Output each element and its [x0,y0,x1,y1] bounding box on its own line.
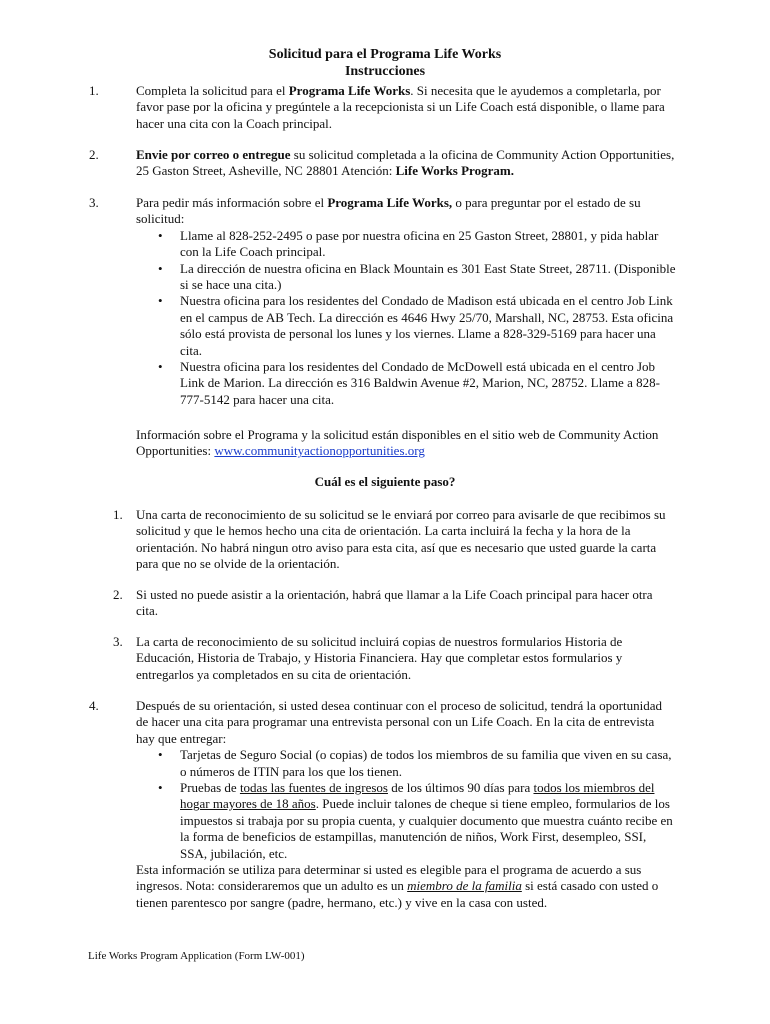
document-subtitle: Instrucciones [344,64,426,79]
instruction-3-number: 3. [89,195,99,210]
instruction-2: Envie por correo o entregue su solicitud completada a la oficina de Community Action Opportunities, 25 Gaston Street, Asheville, NC 28801 Atención: Life Works Program. [136,147,675,179]
list-item: • Nuestra oficina para los residentes del Condado de McDowell está ubicada en el centro Job Link de Marion. La dirección es 316 Baldwin Avenue #2, Marion, NC, 28752. Llame a 828-777-5142 para hacer una cita. [136,359,676,408]
contact-list [136,228,676,408]
website-link[interactable]: www.communityactionopportunities.org [214,443,425,459]
list-item: • Llame al 828-252-2495 o pase por nuestra oficina en 25 Gaston Street, 28801, y pida hablar con la Life Coach principal. [136,228,676,261]
list-item: • Tarjetas de Seguro Social (o copias) de todos los miembros de su familia que viven en su casa, o números de ITIN para los que los tienen. [136,747,676,780]
document-title-block [0,46,770,80]
step-4-number: 4. [89,698,99,713]
page-footer: Life Works Program Application (Form LW-001) [88,950,305,962]
step-4: Después de su orientación, si usted desea continuar con el proceso de solicitud, tendrá la oportunidad de hacer una cita para programar una entrevista personal con un Life Coach. En la cita de entrevista hay que entregar: • Tarjetas de Seguro Social (o copias) de todos los miembros de su familia que viven en su casa, o números de ITIN para los que los tienen. • Pruebas de todas las fuentes de ingresos de los últimos 90 días para todos los miembros del hogar mayores de 18 años. Puede incluir talones de cheque si tiene empleo, formularios de los impuestos si trabaja por su propia cuenta, y cualquier documento que muestra cuánto recibe en la forma de beneficios de estampillas, manutención de niños, Work First, desempleo, SSI, SSA, jubilación, etc. Esta información se utiliza para determinar si usted es elegible para el programa de acuerdo a sus ingresos. Nota: consideraremos que un adulto es un miembro de la familia si está casado con usted o tienen parentesco por sangre (padre, hermano, etc.) y vive en la casa con usted. [136,698,676,911]
step-3-number: 3. [113,634,123,649]
step-3: La carta de reconocimiento de su solicitud incluirá copias de nuestros formularios Historia de Educación, Historia de Trabajo, y Historia Financiera. Hay que completar estos formularios y entregarlos ya completados en su cita de orientación. [136,634,623,682]
step-1-number: 1. [113,507,123,522]
requirements-list [136,747,676,862]
next-step-heading: Cuál es el siguiente paso? [314,474,456,489]
eligibility-note: Esta información se utiliza para determinar si usted es elegible para el programa de acuerdo a sus ingresos. Nota: consideraremos que un adulto es un miembro de la familia si está casado con usted o tienen parentesco por sangre (padre, hermano, etc.) y vive en la casa con usted. [136,862,659,910]
list-item: • Pruebas de todas las fuentes de ingresos de los últimos 90 días para todos los miembros del hogar mayores de 18 años. Puede incluir talones de cheque si tiene empleo, formularios de los impuestos si trabaja por su propia cuenta, y cualquier documento que muestra cuánto recibe en la forma de beneficios de estampillas, manutención de niños, Work First, desempleo, SSI, SSA, jubilación, etc. [136,780,676,862]
info-paragraph: Información sobre el Programa y la solicitud están disponibles en el sitio web de Community Action Opportunities: www.communityactionopportunities.org [136,427,659,459]
instruction-2-number: 2. [89,147,99,162]
document-title: Solicitud para el Programa Life Works [268,47,502,62]
step-1: Una carta de reconocimiento de su solicitud se le enviará por correo para avisarle de que recibimos su solicitud y que le hemos hecho una cita de orientación. La carta incluirá la fecha y la hora de la orientación. No habrá ningun otro aviso para esta cita, así que es necesario que usted guarde la carta para que no se olvide de la orientación. [136,507,666,572]
step-2-number: 2. [113,587,123,602]
list-item: • Nuestra oficina para los residentes del Condado de Madison está ubicada en el centro Job Link en el campus de AB Tech. La dirección es 4646 Hwy 25/70, Marshall, NC, 28753. Esta oficina sólo está provista de personal los lunes y los viernes. Llame a 828-329-5169 para hacer una cita. [136,293,676,359]
instruction-1-number: 1. [89,83,99,98]
instruction-3: Para pedir más información sobre el Programa Life Works, o para preguntar por el estado de su solicitud: • Llame al 828-252-2495 o pase por nuestra oficina en 25 Gaston Street, 28801, y pida hablar con la Life Coach principal. • La dirección de nuestra oficina en Black Mountain es 301 East State Street, 28711. (Disponible si se hace una cita.) • Nuestra oficina para los residentes del Condado de Madison está ubicada en el centro Job Link en el campus de AB Tech. La dirección es 4646 Hwy 25/70, Marshall, NC, 28753. Esta oficina sólo está provista de personal los lunes y los viernes. Llame a 828-329-5169 para hacer una cita. • Nuestra oficina para los residentes del Condado de McDowell está ubicada en el centro Job Link de Marion. La dirección es 316 Baldwin Avenue #2, Marion, NC, 28752. Llame a 828-777-5142 para hacer una cita. [136,195,676,408]
list-item: • La dirección de nuestra oficina en Black Mountain es 301 East State Street, 28711. (Disponible si se hace una cita.) [136,261,676,294]
instruction-1: Completa la solicitud para el Programa Life Works. Si necesita que le ayudemos a completarla, por favor pase por la oficina y pregúntele a la recepcionista si un Life Coach está disponible, o llame para hacer una cita con la Coach principal. [136,83,665,131]
step-2: Si usted no puede asistir a la orientación, habrá que llamar a la Life Coach principal para hacer otra cita. [136,587,653,619]
